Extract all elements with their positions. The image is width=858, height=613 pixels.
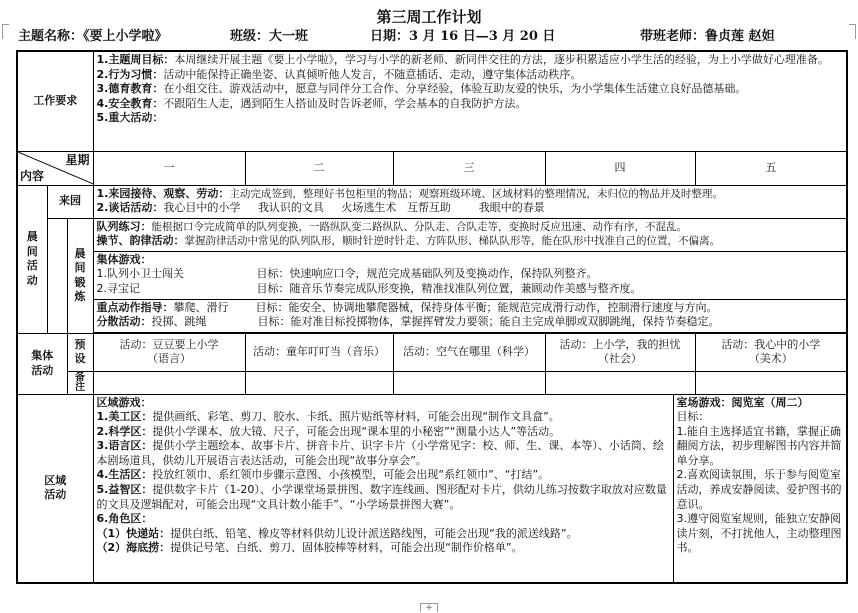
- work-req-item: 1.主题周目标：本周继续开展主题《要上小学啦》，学习与小学的新老师、新同伴交往的方法，逐步积累适应小学生活的经验，为上小学做好心理准备。: [96, 53, 829, 66]
- rhythm-line: 操节、韵律活动：掌握韵律活动中常见的队列队形，顺时针逆时针走、方阵队形、梯队队形等，能在队形中找准自己的位置，不偏离。: [96, 234, 721, 247]
- drill-row: [17, 218, 847, 251]
- area-item: 1.美工区：提供画纸、彩笔、剪刀、胶水、卡纸、照片贴纸等材料，可能会出现“制作文具盒”。: [96, 410, 560, 424]
- group-game-head: 集体游戏：: [96, 252, 152, 266]
- weekday-fri: 五: [695, 151, 847, 185]
- work-req-item: 3.德育教育：在小组交往、游戏活动中，愿意与同伴分工合作、分享经验，体验互助友爱的快乐，为小学集体生活建立良好品德基础。: [96, 82, 747, 95]
- arrival-row: [17, 185, 847, 218]
- reading-room-content: [673, 394, 847, 583]
- class-name: 班级：大一班: [230, 29, 309, 44]
- weekly-plan-table: [16, 50, 848, 584]
- page-corner-mark-left: [2, 24, 9, 39]
- page-title: 第三周工作计划: [376, 8, 482, 26]
- drill-content: [93, 218, 847, 251]
- work-req-item: 5.重大活动：: [96, 111, 164, 124]
- area-item: 2.科学区：提供小学课本、放大镜、尺子，可能会出现“课本里的小秘密”“测量小达人”等活动。: [96, 424, 561, 438]
- weekday-header-row: [17, 151, 847, 185]
- date-range: 日期：3 月 16 日—3 月 20 日: [370, 29, 556, 44]
- plan-label-text: 预设: [74, 337, 86, 365]
- exercise-label-text: 晨间锻炼: [74, 246, 86, 303]
- note-label: [67, 371, 93, 394]
- note-mon: [93, 371, 245, 394]
- area-item: 3.语言区：提供小学主题绘本、故事卡片、拼音卡片、识字卡片（小学常见字：校、师、生、课、本等）、小话筒、绘本剧场道具，供幼儿开展语言表达活动，可能会出现“故事分享会”。: [96, 439, 664, 467]
- reading-room-head: 室场游戏：阅览室（周二）: [676, 395, 809, 409]
- work-req-item: 4.安全教育：不跟陌生人走，遇到陌生人搭讪及时告诉老师，学会基本的自我防护方法。: [96, 96, 527, 110]
- split-action-line: 分散活动：投掷、跳绳 目标：能对准目标投掷物体，掌握挥臂发力要领；能自主完成单脚或双脚跳绳，保持节奏稳定。: [96, 315, 720, 328]
- group-activity-label-text: 集体活动: [31, 349, 54, 377]
- note-wed: [393, 371, 545, 394]
- area-activity-label-text: 区域活动: [44, 473, 67, 502]
- reading-goal-label: 目标：: [676, 410, 710, 424]
- weekday-wed: 三: [393, 151, 545, 185]
- key-action-content: [93, 299, 847, 332]
- theme-name: 主题名称：《要上小学啦》: [18, 29, 168, 44]
- area-item: 4.生活区：投放红领巾、系红领巾步骤示意图、小孩模型，可能会出现“系红领巾”、“打结”。: [96, 468, 550, 482]
- arrival-label: 来园: [47, 185, 93, 218]
- group-activity-label: [17, 333, 67, 394]
- corner-weekday-label: 星期: [65, 152, 90, 167]
- arrival-line-1: 1.来园接待、观察、劳动：主动完成签到，整理好书包柜里的物品；观察班级环境、区域材料的整理情况，未归位的物品并及时整理。: [96, 186, 723, 200]
- area-item: （1）快递站：提供白纸、铅笔、橡皮等材料供幼儿设计派送路线图，可能会出现“我的派送线路”。: [96, 526, 578, 540]
- area-item: （2）海底捞：提供记号笔、白纸、剪刀、固体胶棒等材料，可能会出现“制作价格单”。: [96, 541, 523, 555]
- table-add-handle-icon[interactable]: +: [420, 603, 438, 612]
- arrival-line-2: 2.谈话活动：我心目中的小学 我认识的文具 火场逃生术 互帮互助 我眼中的春景: [96, 201, 545, 214]
- note-fri: [695, 371, 847, 394]
- group-game-row: [17, 251, 847, 299]
- work-req-label: 工作要求: [17, 51, 93, 151]
- morning-label-text: 晨间活动: [26, 230, 38, 287]
- teachers: 带班老师：鲁贞莲 赵妲: [640, 29, 775, 44]
- plan-label: [67, 333, 93, 371]
- weekday-thu: 四: [545, 151, 695, 185]
- area-activity-label: [17, 394, 93, 583]
- weekday-mon: 一: [93, 151, 245, 185]
- area-games-head: 区域游戏：: [96, 395, 152, 409]
- group-activity-tue: 活动：童年叮叮当（音乐）: [245, 333, 393, 371]
- note-row: [17, 371, 847, 394]
- weekday-corner-cell: [17, 151, 93, 185]
- reading-goal: 1.能自主选择适宜书籍，掌握正确翻阅方法，初步理解图书内容并简单分享。: [676, 424, 842, 467]
- key-action-line: 重点动作指导：攀爬、滑行 目标：能安全、协调地攀爬器械，保持身体平衡；能规范完成滑行动作，控制滑行速度与方向。: [96, 300, 718, 314]
- group-activity-thu: 活动：上小学，我的担忧 （社会）: [545, 333, 695, 371]
- exercise-label: [67, 218, 93, 333]
- key-action-row: [17, 299, 847, 332]
- group-activity-wed: 活动：空气在哪里（科学）: [393, 333, 545, 371]
- exercise-spacer: [47, 218, 67, 333]
- work-req-content: [93, 51, 847, 151]
- group-activity-fri: 活动：我心中的小学 （美术）: [695, 333, 847, 371]
- area-activity-row: [17, 394, 847, 583]
- morning-label: [17, 185, 47, 333]
- corner-content-label: 内容: [20, 169, 45, 183]
- note-thu: [545, 371, 695, 394]
- group-game-content: [93, 251, 847, 299]
- drill-line: 队列练习：能根据口令完成简单的队列变换，一路纵队变二路纵队、分队走、合队走等，变换时反应迅速、动作有序，不混乱。: [96, 219, 688, 233]
- area-item: 6.角色区：: [96, 512, 153, 526]
- game-2: 2.寻宝记 目标：随音乐节奏完成队形变换，精准找准队列位置，兼顾动作美感与整齐度。: [96, 281, 642, 295]
- group-activity-mon: 活动：豆豆要上小学 （语言）: [93, 333, 245, 371]
- page-corner-mark-right: [849, 24, 856, 39]
- area-item: 5.益智区：提供数字卡片（1-20）、小学课堂场景拼图、数字连线画、图形配对卡片，供幼儿练习按数字取放对应数量的文具及逻辑配对，可能会出现“文具计数小能手”、“小学场景拼图大赛”。: [96, 483, 667, 511]
- reading-goal: 3.遵守阅览室规则，能独立安静阅读片刻，不打扰他人，主动整理图书。: [676, 512, 842, 555]
- game-1: 1.队列小卫士闯关 目标：快速响应口令，规范完成基础队列及变换动作，保持队列整齐。: [96, 267, 598, 280]
- area-games-content: [93, 394, 673, 583]
- plan-meta: [18, 28, 848, 46]
- weekday-tue: 二: [245, 151, 393, 185]
- reading-goal: 2.喜欢阅读氛围，乐于参与阅览室活动，养成安静阅读、爱护图书的意识。: [676, 468, 842, 511]
- arrival-content: [93, 185, 847, 218]
- group-activity-row: [17, 333, 847, 371]
- note-tue: [245, 371, 393, 394]
- work-requirements-row: [17, 51, 847, 151]
- note-label-text: 备注: [75, 371, 86, 393]
- work-req-item: 2.行为习惯：活动中能保持正确坐姿、认真倾听他人发言，不随意插话、走动，遵守集体活动秩序。: [96, 67, 582, 81]
